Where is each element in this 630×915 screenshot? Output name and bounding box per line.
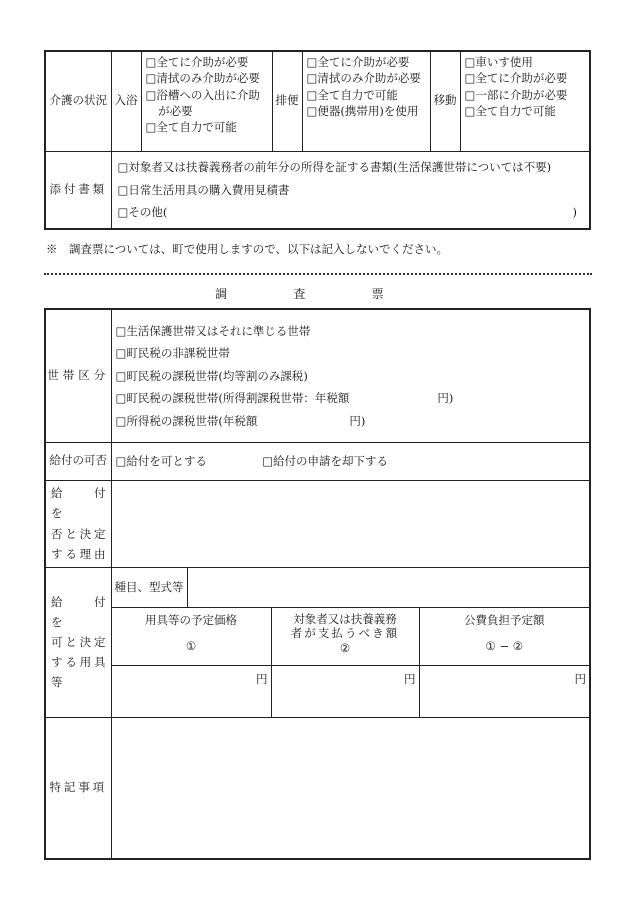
bath-option[interactable]: □浴槽への入出に介助: [145, 87, 260, 102]
reject-option[interactable]: □給付の申請を却下する: [262, 454, 389, 468]
bath-option[interactable]: □全てに介助が必要: [145, 55, 249, 69]
approve-option[interactable]: □給付を可とする: [115, 454, 207, 468]
movement-option[interactable]: □全てに介助が必要: [464, 71, 568, 86]
bath-option[interactable]: □全て自力で可能: [145, 120, 237, 135]
payer-amount-header: 対象者又は扶養義務 者が支払うべき額 ②: [271, 607, 419, 665]
toilet-option[interactable]: □便器(携帯用)を使用: [306, 103, 419, 118]
household-option[interactable]: □町民税の非課税世帯: [115, 346, 230, 360]
movement-label: 移動: [430, 51, 460, 151]
rejection-reason-label: 給 付 を 否と決定 する理由: [45, 480, 111, 567]
household-label: 世帯区分: [45, 309, 111, 442]
toilet-options: [302, 51, 430, 151]
movement-option[interactable]: □車いす使用: [464, 55, 533, 69]
toilet-option[interactable]: □清拭のみ介助が必要: [306, 71, 421, 86]
attachment-option[interactable]: □対象者又は扶養義務者の前年分の所得を証する書類(生活保護世帯については不要): [117, 160, 552, 174]
rejection-reason-field[interactable]: [111, 480, 590, 567]
planned-price-header: 用具等の予定価格 ①: [111, 607, 271, 665]
survey-title: 調 査 票: [215, 287, 415, 301]
household-option[interactable]: □町民税の課税世帯(所得割課税世帯：年税額 円): [115, 391, 454, 405]
survey-table: [44, 308, 591, 860]
survey-notice: ※ 調査票については、町で使用しますので、以下は記入しないでください。: [46, 242, 449, 256]
toilet-option[interactable]: □全てに介助が必要: [306, 55, 410, 69]
attachments-label: 添付書類: [45, 151, 111, 229]
bath-option-continuation: が必要: [158, 103, 193, 118]
household-option[interactable]: □生活保護世帯又はそれに準じる世帯: [115, 323, 311, 338]
bath-options: [141, 51, 272, 151]
movement-option[interactable]: □全て自力で可能: [464, 103, 556, 118]
application-table: [44, 50, 591, 230]
public-burden-header: 公費負担予定額 ① − ②: [419, 607, 590, 665]
toilet-option[interactable]: □全て自力で可能: [306, 87, 398, 102]
type-model-field[interactable]: [187, 567, 590, 607]
type-model-label: 種目、型式等: [111, 567, 187, 607]
movement-option[interactable]: □一部に介助が必要: [464, 87, 568, 102]
household-option[interactable]: □所得税の課税世帯(年税額 円): [115, 413, 366, 428]
bath-label: 入浴: [111, 51, 141, 151]
household-options: [111, 309, 590, 442]
attachment-option[interactable]: □日常生活用具の購入費用見積書: [117, 182, 290, 197]
approved-items-label: 給 付 を 可と決定 する用具等: [45, 567, 111, 717]
movement-options: [460, 51, 590, 151]
planned-price-field[interactable]: 円: [111, 665, 271, 717]
bath-option[interactable]: □清拭のみ介助が必要: [145, 71, 260, 86]
cut-line-divider: [44, 273, 592, 275]
approval-label: 給付の可否: [45, 442, 111, 480]
attachment-other[interactable]: □その他( ): [117, 205, 577, 219]
toilet-label: 排便: [272, 51, 302, 151]
attachments-list: [111, 151, 590, 229]
approval-options: [111, 442, 590, 480]
household-option[interactable]: □町民税の課税世帯(均等割のみ課税): [115, 368, 308, 383]
remarks-field[interactable]: [111, 717, 590, 859]
payer-amount-field[interactable]: 円: [271, 665, 419, 717]
remarks-label: 特記事項: [45, 717, 111, 859]
care-status-label: 介護の状況: [45, 51, 111, 151]
public-burden-field[interactable]: 円: [419, 665, 590, 717]
